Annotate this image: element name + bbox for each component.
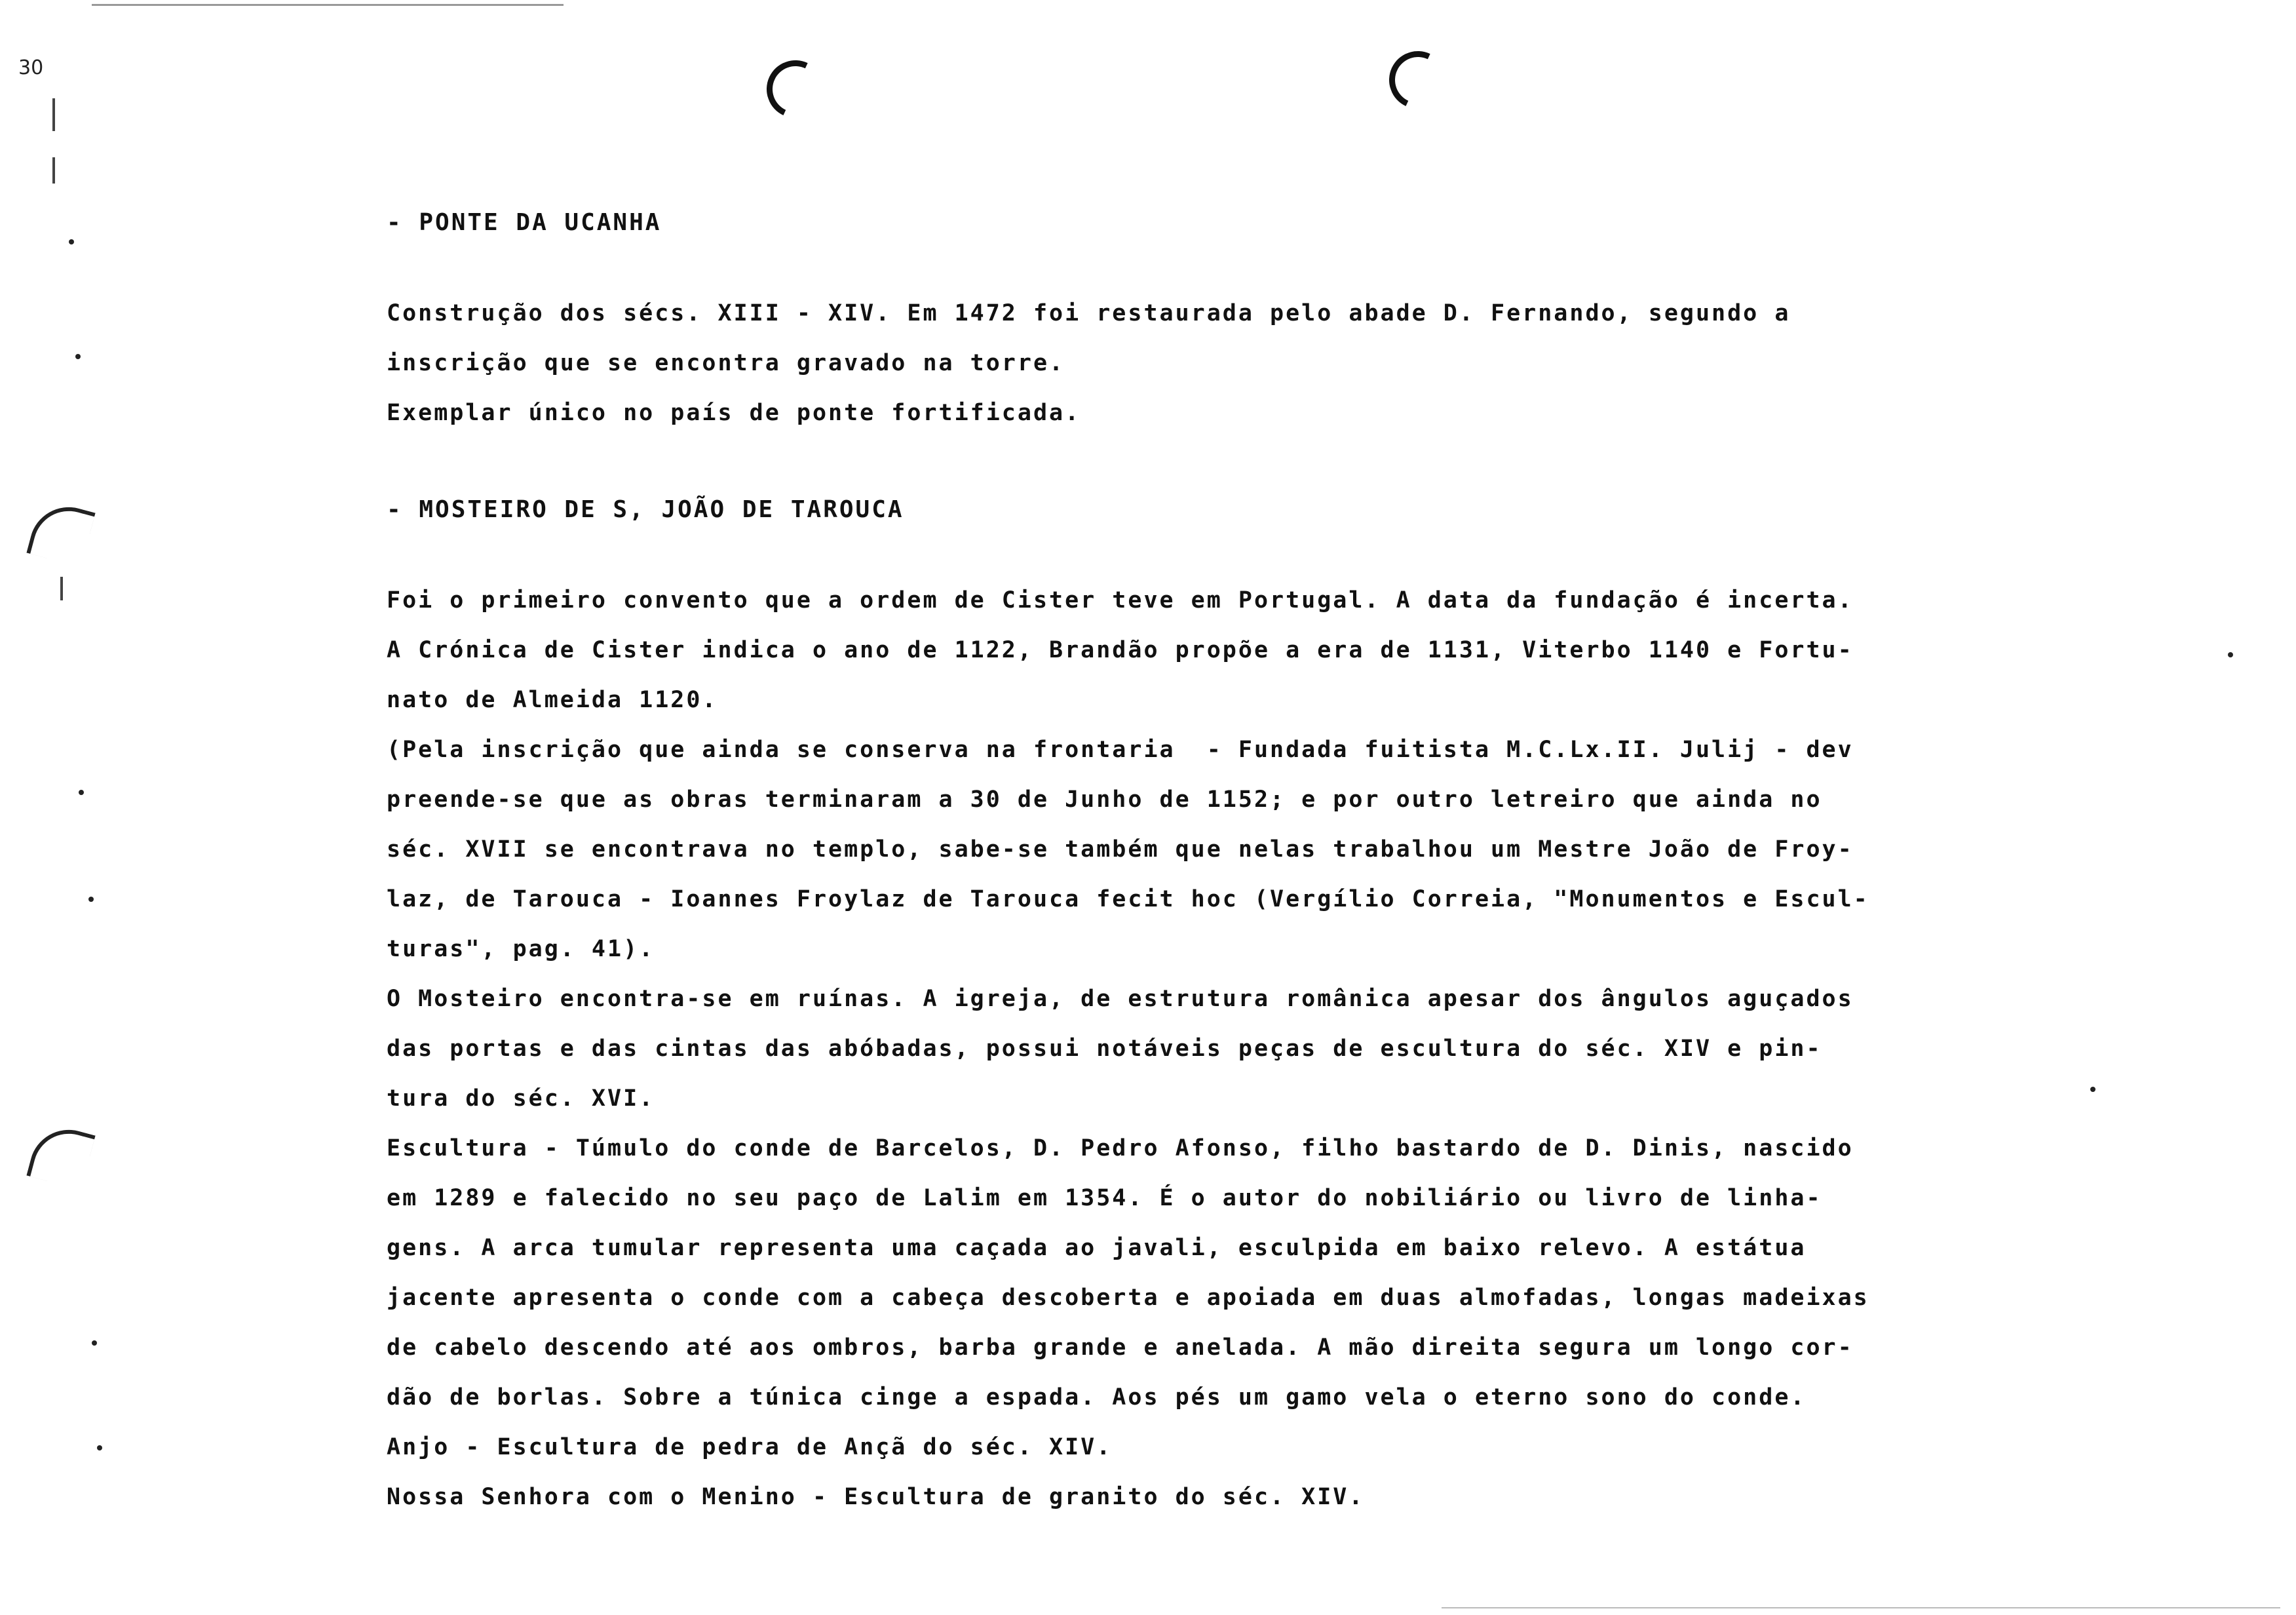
edge-dot: [88, 897, 94, 902]
edge-dash: [60, 577, 63, 600]
binding-hole-mark: [26, 498, 95, 567]
text-line: das portas e das cintas das abóbadas, possui notáveis peças de escultura do séc. XIV e pin-: [387, 1036, 1822, 1062]
scan-artifact-line: [1442, 1607, 2280, 1608]
text-line: A Crónica de Cister indica o ano de 1122, Brandão propõe a era de 1131, Viterbo 1140 e Fortu-: [387, 637, 1854, 663]
edge-dot: [97, 1445, 102, 1450]
edge-dot: [75, 354, 81, 359]
punch-mark: [759, 52, 833, 126]
text-line: Foi o primeiro convento que a ordem de Cister teve em Portugal. A data da fundação é incerta.: [387, 587, 1854, 613]
text-line: laz, de Tarouca - Ioannes Froylaz de Tarouca fecit hoc (Vergílio Correia, "Monumentos e Escul-: [387, 886, 1869, 912]
binding-hole-mark: [26, 1121, 95, 1190]
text-line: tura do séc. XVI.: [387, 1085, 655, 1112]
document-body: [387, 197, 1959, 1522]
text-line: dão de borlas. Sobre a túnica cinge a espada. Aos pés um gamo vela o eterno sono do conde.: [387, 1384, 1807, 1411]
binding-margin: [0, 0, 131, 1615]
scan-artifact-line: [92, 4, 564, 6]
text-line: Nossa Senhora com o Menino - Escultura de granito do séc. XIV.: [387, 1484, 1365, 1510]
punch-mark: [1381, 43, 1455, 117]
section-heading: - PONTE DA UCANHA: [387, 209, 662, 236]
edge-dot: [79, 790, 84, 795]
edge-dot: [2228, 652, 2233, 657]
edge-dot: [92, 1340, 97, 1346]
text-line: Construção dos sécs. XIII - XIV. Em 1472 foi restaurada pelo abade D. Fernando, segundo a: [387, 300, 1791, 326]
text-line: Anjo - Escultura de pedra de Ançã do séc. XIV.: [387, 1434, 1113, 1460]
section-heading: - MOSTEIRO DE S, JOÃO DE TAROUCA: [387, 496, 904, 523]
text-line: Exemplar único no país de ponte fortificada.: [387, 400, 1081, 426]
text-line: inscrição que se encontra gravado na torre.: [387, 350, 1065, 376]
text-line: preende-se que as obras terminaram a 30 de Junho de 1152; e por outro letreiro que ainda no: [387, 787, 1822, 813]
edge-dash: [52, 98, 55, 131]
edge-dot: [2090, 1087, 2095, 1092]
text-line: Escultura - Túmulo do conde de Barcelos, D. Pedro Afonso, filho bastardo de D. Dinis, nascido: [387, 1135, 1854, 1161]
text-line: jacente apresenta o conde com a cabeça descoberta e apoiada em duas almofadas, longas madeixas: [387, 1285, 1869, 1311]
text-line: gens. A arca tumular representa uma caçada ao javali, esculpida em baixo relevo. A estátua: [387, 1235, 1807, 1261]
text-line: (Pela inscrição que ainda se conserva na frontaria - Fundada fuitista M.C.Lx.II. Julij - dev: [387, 737, 1854, 763]
text-line: de cabelo descendo até aos ombros, barba grande e anelada. A mão direita segura um longo cor-: [387, 1334, 1854, 1361]
text-line: O Mosteiro encontra-se em ruínas. A igreja, de estrutura românica apesar dos ângulos aguçados: [387, 986, 1854, 1012]
text-line: em 1289 e falecido no seu paço de Lalim em 1354. É o autor do nobiliário ou livro de linha-: [387, 1185, 1822, 1211]
margin-mark: 30: [18, 56, 44, 79]
edge-dot: [69, 239, 74, 244]
text-line: turas", pag. 41).: [387, 936, 655, 962]
text-line: nato de Almeida 1120.: [387, 687, 718, 713]
text-line: séc. XVII se encontrava no templo, sabe-se também que nelas trabalhou um Mestre João de Froy-: [387, 836, 1854, 863]
edge-dash: [52, 157, 55, 184]
